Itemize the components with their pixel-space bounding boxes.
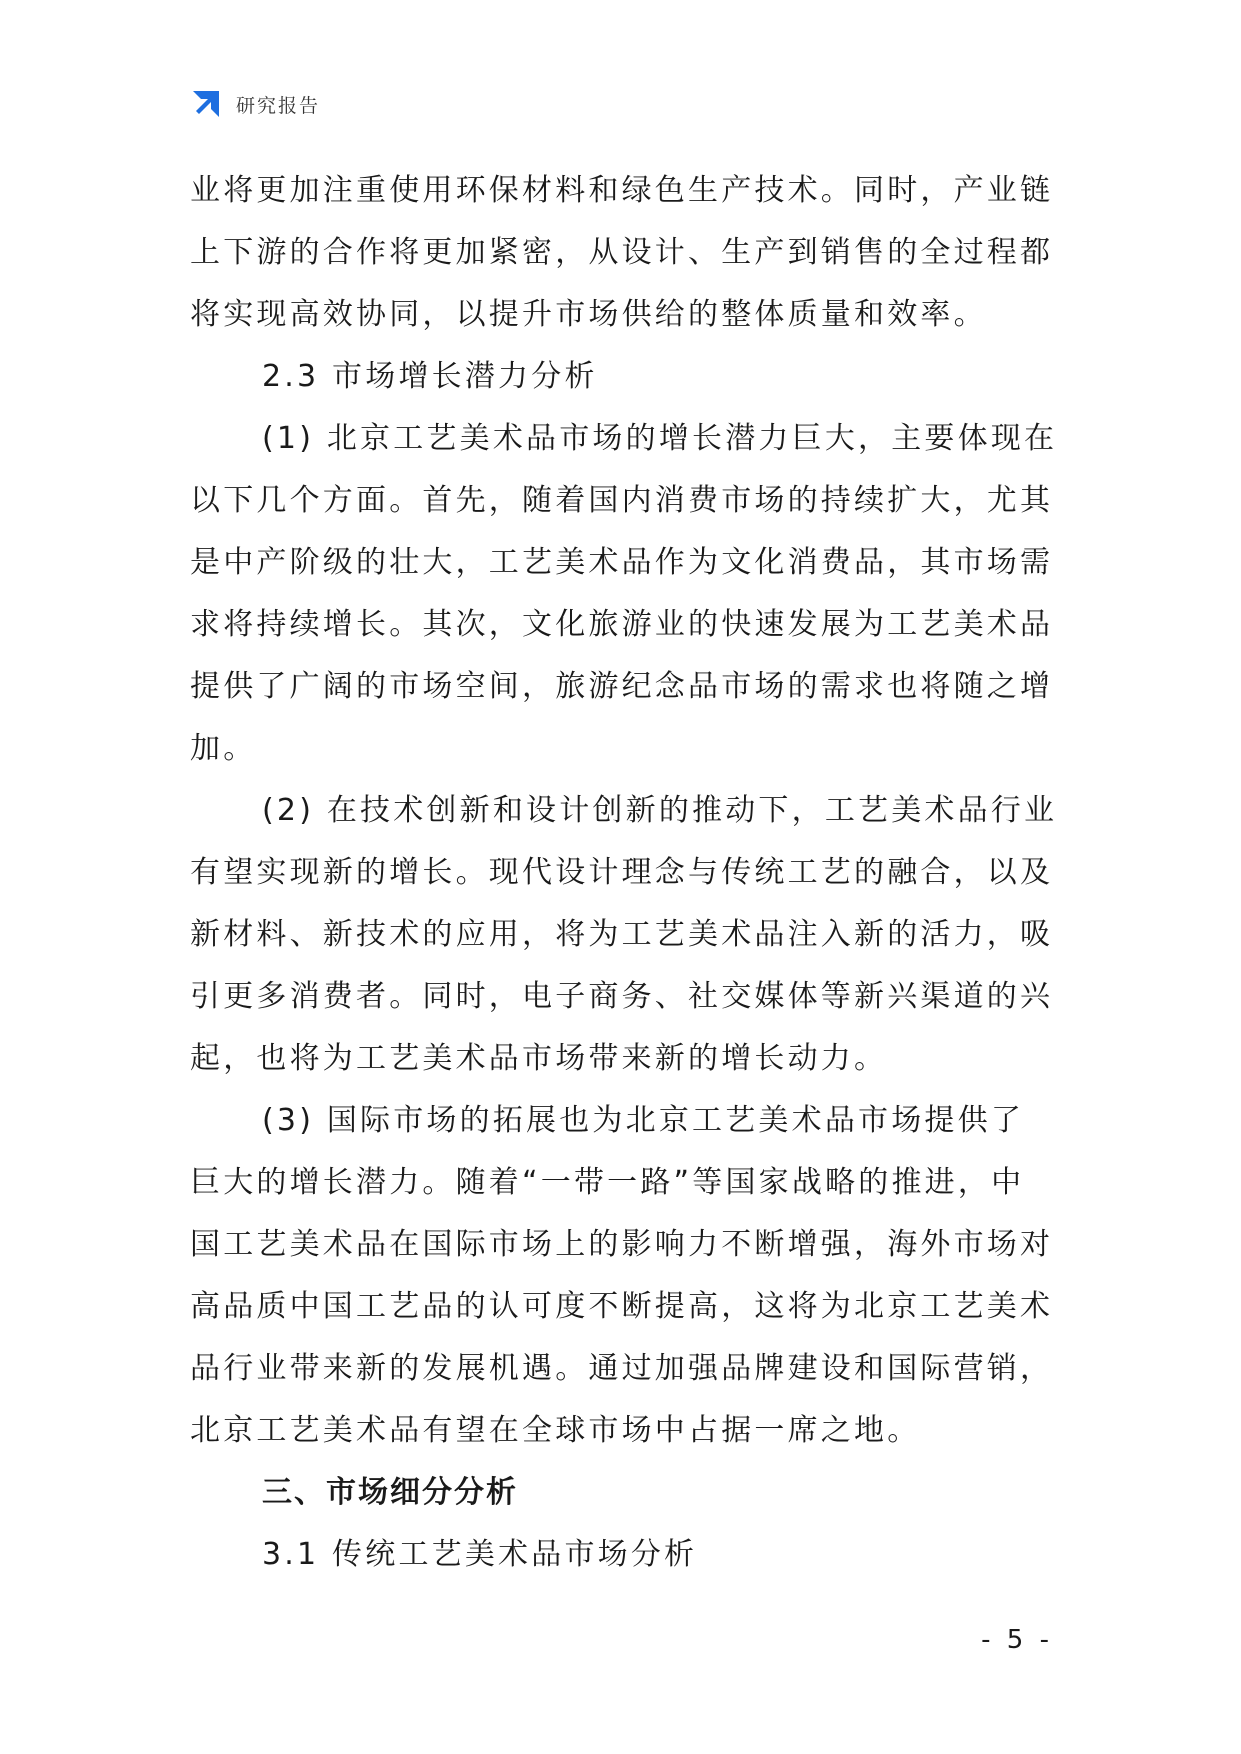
paragraph-line: (1) 北京工艺美术品市场的增长潜力巨大，主要体现在	[262, 421, 1058, 456]
paragraph-line: 业将更加注重使用环保材料和绿色生产技术。同时，产业链	[190, 173, 1054, 208]
paragraph-line: 引更多消费者。同时，电子商务、社交媒体等新兴渠道的兴	[190, 979, 1054, 1014]
paragraph-line: 有望实现新的增长。现代设计理念与传统工艺的融合，以及	[190, 855, 1054, 890]
paragraph-line: 新材料、新技术的应用，将为工艺美术品注入新的活力，吸	[190, 917, 1054, 952]
paragraph-line: 是中产阶级的壮大，工艺美术品作为文化消费品，其市场需	[190, 545, 1054, 580]
page-number-text: - 5 -	[981, 1625, 1053, 1655]
paragraph-line: (2) 在技术创新和设计创新的推动下，工艺美术品行业	[262, 793, 1058, 828]
paragraph-line: 品行业带来新的发展机遇。通过加强品牌建设和国际营销，	[190, 1351, 1054, 1386]
arrow-up-right-icon	[190, 88, 222, 120]
section-heading-2-3: 2.3 市场增长潜力分析	[262, 359, 598, 394]
paragraph-line: 高品质中国工艺品的认可度不断提高，这将为北京工艺美术	[190, 1289, 1054, 1324]
chapter-heading-3: 三、市场细分分析	[262, 1475, 518, 1510]
paragraph-line: 起，也将为工艺美术品市场带来新的增长动力。	[190, 1041, 888, 1076]
header-title: 研究报告	[236, 94, 321, 117]
paragraph-line: 北京工艺美术品有望在全球市场中占据一席之地。	[190, 1413, 921, 1448]
section-heading-3-1: 3.1 传统工艺美术品市场分析	[262, 1537, 698, 1572]
document-body	[190, 160, 1070, 1586]
paragraph-line: 提供了广阔的市场空间，旅游纪念品市场的需求也将随之增	[190, 669, 1054, 704]
page-header	[190, 88, 320, 120]
paragraph-line: (3) 国际市场的拓展也为北京工艺美术品市场提供了	[262, 1103, 1025, 1138]
paragraph-line: 加。	[190, 731, 257, 766]
page-number	[0, 1625, 1241, 1655]
paragraph-line: 将实现高效协同，以提升市场供给的整体质量和效率。	[190, 297, 987, 332]
paragraph-line: 求将持续增长。其次，文化旅游业的快速发展为工艺美术品	[190, 607, 1054, 642]
paragraph-line: 国工艺美术品在国际市场上的影响力不断增强，海外市场对	[190, 1227, 1054, 1262]
paragraph-line: 巨大的增长潜力。随着“一带一路”等国家战略的推进，中	[190, 1165, 1025, 1200]
paragraph-line: 以下几个方面。首先，随着国内消费市场的持续扩大，尤其	[190, 483, 1054, 518]
paragraph-line: 上下游的合作将更加紧密，从设计、生产到销售的全过程都	[190, 235, 1054, 270]
